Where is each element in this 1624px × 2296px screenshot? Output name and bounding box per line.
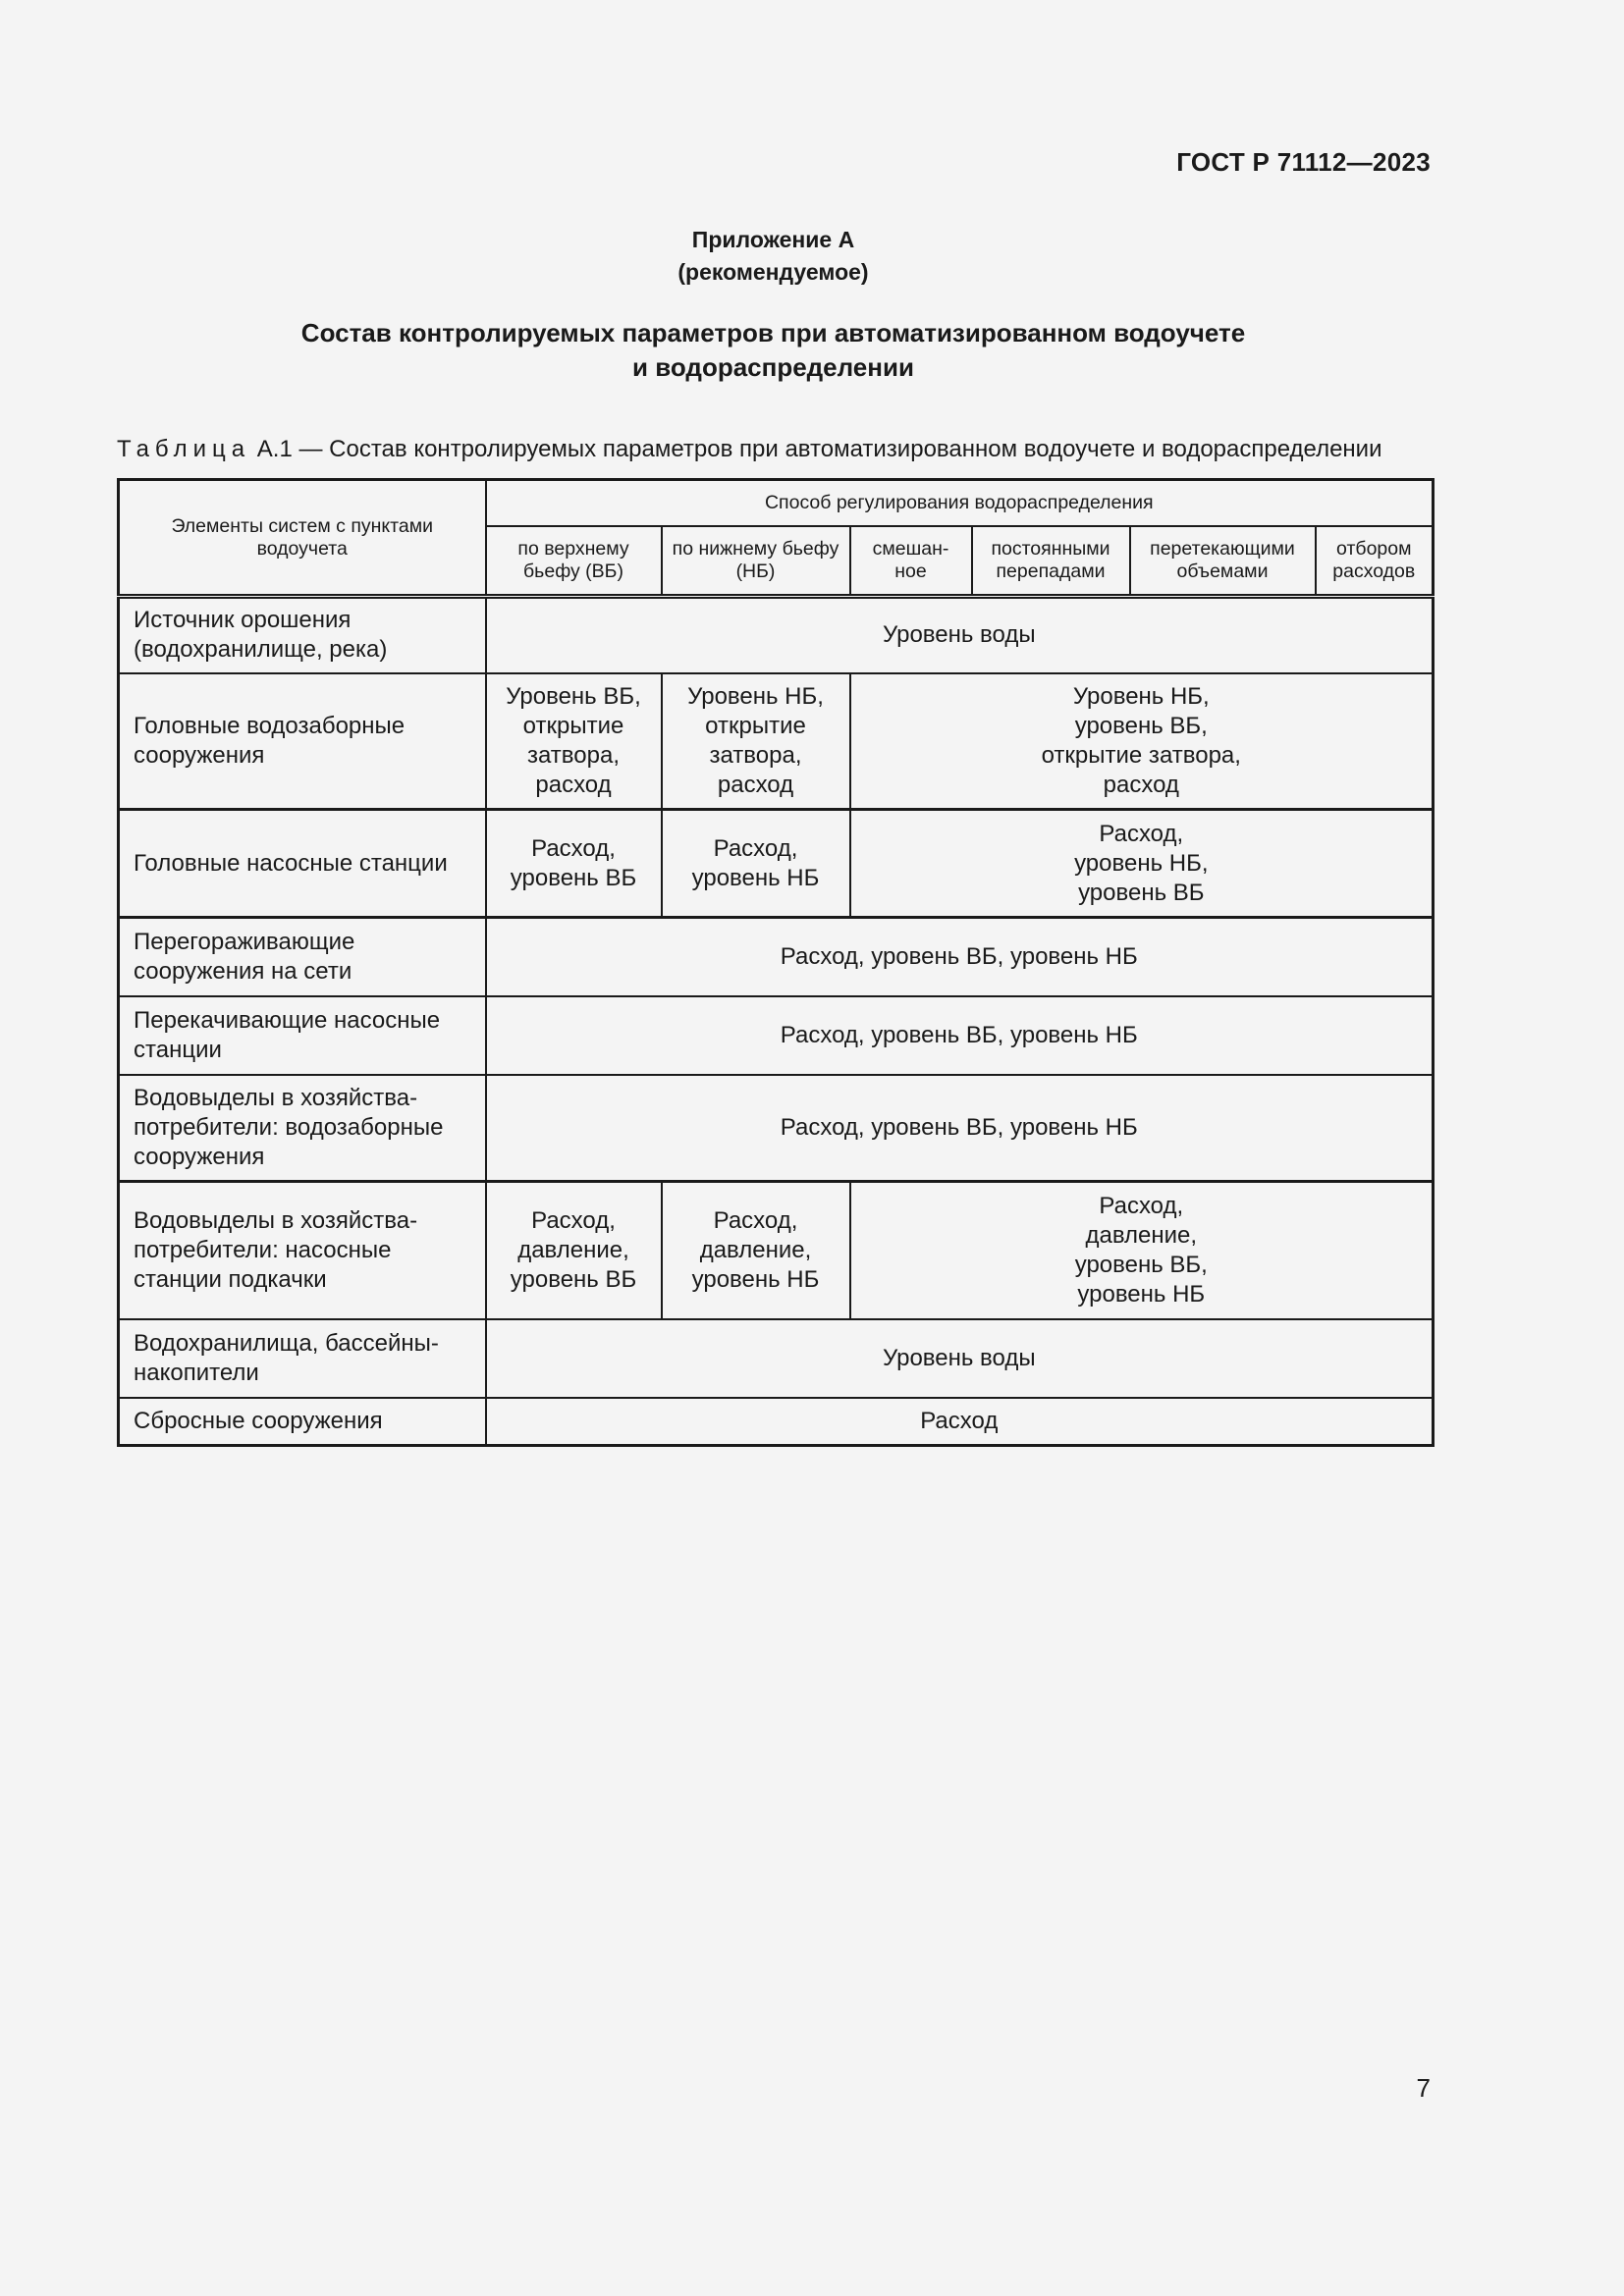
value-line: Расход, <box>531 834 616 862</box>
value-line: уровень НБ <box>1077 1280 1206 1308</box>
value-line: Уровень НБ, <box>687 682 824 710</box>
row-value-all: Расход, уровень ВБ, уровень НБ <box>486 1075 1434 1182</box>
row-element: Перекачивающие насосные станции <box>119 996 486 1075</box>
row-value-all: Расход, уровень ВБ, уровень НБ <box>486 996 1434 1075</box>
row-element: Головные насосные станции <box>119 810 486 918</box>
row-element: Сбросные сооружения <box>119 1398 486 1446</box>
row-value-rest <box>850 1182 1434 1319</box>
row-value-nb <box>662 810 850 918</box>
row-element: Источник орошения (водохранилище, река) <box>119 597 486 673</box>
value-line: уровень НБ <box>691 1265 820 1293</box>
row-value-rest <box>850 810 1434 918</box>
row-value-nb <box>662 673 850 810</box>
value-line: затвора, <box>526 741 620 769</box>
row-value-all: Расход, уровень ВБ, уровень НБ <box>486 918 1434 996</box>
table-row <box>119 1182 1434 1319</box>
value-line: Расход, <box>713 1206 798 1234</box>
value-line: уровень ВБ, <box>1074 712 1208 739</box>
value-line: уровень НБ, <box>1074 849 1209 877</box>
value-line: уровень НБ <box>691 864 820 891</box>
value-line: уровень ВБ, <box>1074 1251 1208 1278</box>
value-line: расход <box>717 771 794 798</box>
appendix-title: Приложение А <box>691 227 855 252</box>
table-row <box>119 996 1434 1075</box>
value-line: открытие затвора, <box>1041 741 1241 769</box>
caption-label: Таблица <box>117 436 251 462</box>
section-title <box>0 316 1546 385</box>
section-title-line-1: Состав контролируемых параметров при автоматизированном водоучете <box>300 318 1246 347</box>
row-value-vb <box>486 810 662 918</box>
header-col-flowing-volumes: перетекающими объемами <box>1130 526 1316 597</box>
row-value-vb <box>486 673 662 810</box>
row-value-all: Уровень воды <box>486 1319 1434 1398</box>
header-col-mixed: смешан-ное <box>850 526 972 597</box>
header-col-vb: по верхнему бьефу (ВБ) <box>486 526 662 597</box>
row-element: Перегораживающие сооружения на сети <box>119 918 486 996</box>
value-line: расход <box>1103 771 1179 798</box>
value-line: Расход, <box>1099 820 1184 847</box>
value-line: уровень ВБ <box>1078 879 1205 906</box>
header-col-nb: по нижнему бьефу (НБ) <box>662 526 850 597</box>
value-line: Расход, <box>1099 1192 1184 1219</box>
value-line: давление, <box>699 1236 812 1263</box>
table-caption <box>117 436 1433 463</box>
table-row <box>119 810 1434 918</box>
parameters-table <box>117 478 1435 1447</box>
caption-text: — Состав контролируемых параметров при автоматизированном водоучете и водораспределении <box>292 436 1382 462</box>
table-row <box>119 673 1434 810</box>
document-code: ГОСТ Р 71112—2023 <box>1176 147 1431 177</box>
appendix-heading <box>0 224 1546 289</box>
table-row <box>119 1075 1434 1182</box>
row-value-nb <box>662 1182 850 1319</box>
value-line: уровень ВБ <box>510 864 637 891</box>
value-line: Расход, <box>713 834 798 862</box>
row-element: Водовыделы в хозяйства-потребители: водозаборные сооружения <box>119 1075 486 1182</box>
value-line: Уровень ВБ, <box>506 682 641 710</box>
row-value-all: Уровень воды <box>486 597 1434 673</box>
value-line: давление, <box>517 1236 629 1263</box>
value-line: расход <box>535 771 612 798</box>
caption-number: А.1 <box>256 436 293 462</box>
value-line: Расход, <box>531 1206 616 1234</box>
row-value-rest <box>850 673 1434 810</box>
row-element: Водовыделы в хозяйства-потребители: насосные станции подкачки <box>119 1182 486 1319</box>
section-title-line-2: и водораспределении <box>632 352 914 382</box>
page-number: 7 <box>1416 2073 1431 2103</box>
header-elements: Элементы систем с пунктами водоучета <box>119 480 486 597</box>
row-value-vb <box>486 1182 662 1319</box>
table-row <box>119 1398 1434 1446</box>
table-row <box>119 597 1434 673</box>
table-row <box>119 918 1434 996</box>
appendix-status: (рекомендуемое) <box>677 259 869 285</box>
row-value-all: Расход <box>486 1398 1434 1446</box>
header-method: Способ регулирования водораспределения <box>486 480 1434 526</box>
value-line: давление, <box>1085 1221 1198 1249</box>
value-line: Уровень НБ, <box>1072 682 1210 710</box>
value-line: затвора, <box>709 741 802 769</box>
row-element: Водохранилища, бассейны-накопители <box>119 1319 486 1398</box>
value-line: открытие <box>705 712 806 739</box>
header-col-withdrawal: отбором расходов <box>1316 526 1434 597</box>
value-line: открытие <box>522 712 624 739</box>
value-line: уровень ВБ <box>510 1265 637 1293</box>
header-col-constant-drops: постоянными перепадами <box>972 526 1130 597</box>
table-row <box>119 1319 1434 1398</box>
row-element: Головные водозаборные сооружения <box>119 673 486 810</box>
